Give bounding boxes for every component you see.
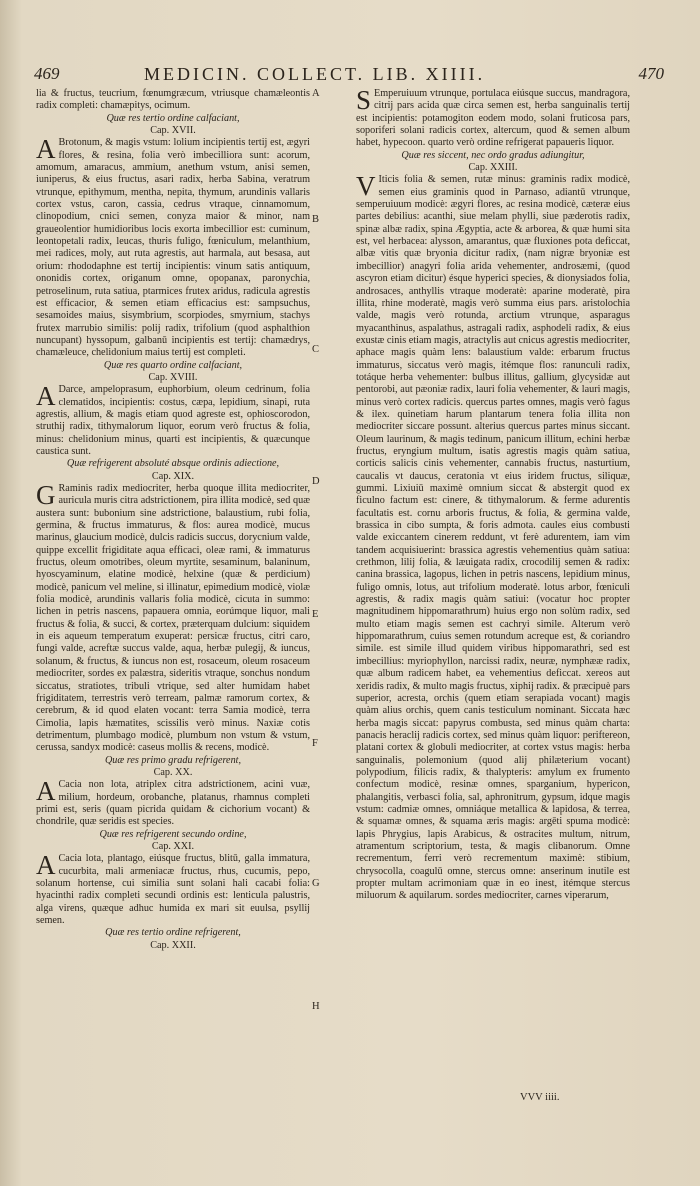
margin-letter: E <box>312 609 319 620</box>
paragraph <box>356 85 630 150</box>
drop-cap: A <box>36 850 56 881</box>
left-column <box>36 88 310 952</box>
running-title: MEDICIN. COLLECT. LIB. XIIII. <box>144 64 486 84</box>
paragraph <box>36 776 310 828</box>
drop-cap: V <box>356 171 376 202</box>
chapter-number: Cap. XVIII. <box>148 371 198 383</box>
section-heading: Quæ res primo gradu refrigerent, <box>104 754 242 766</box>
chapter-number: Cap. XXIII. <box>468 162 518 174</box>
section-heading: Quæ res quarto ordine calfaciant, <box>103 359 243 371</box>
right-page-number: 470 <box>638 64 664 83</box>
paragraph-text: Cacia non lota, atriplex citra adstrictionem, acini vuæ, milium, hordeum, orobanche, platanus, rhamnus completi primi est, seris (quam picrida quidam & cichorium vocant) & chondrile, quæ seridis est species. <box>36 779 310 828</box>
paragraph-text: Darce, ampeloprasum, euphorbium, oleum cedrinum, folia clematidos, incipientis: costus, cæpa, lepidium, sinapi, ruta agrestis, allium, & magis etiam quod agreste est, ophioscorodon, struthij radix, tithymalorum liquor, eorum verò fructus & folia, minus: chelidonium minus, quarti est incipientis, & quæcunque caustica sunt. <box>36 384 310 457</box>
page-header <box>34 64 664 86</box>
margin-letter: H <box>312 1001 320 1012</box>
section-heading: Quæ refrigerent absoluté absque ordinis adiectione, <box>66 458 280 470</box>
chapter-number: Cap. XIX. <box>151 470 195 482</box>
section-heading: Quæ res siccent, nec ordo gradus adiungitur, <box>401 149 585 161</box>
chapter-number: Cap. XVII. <box>150 125 196 137</box>
chapter-number: Cap. XX. <box>153 766 193 778</box>
paragraph <box>36 134 310 359</box>
section-heading: Quæ res tertio ordine refrigerent, <box>105 927 241 939</box>
drop-cap: S <box>356 85 372 115</box>
margin-letter: G <box>312 878 320 889</box>
signature-mark: VVV iiii. <box>520 1092 560 1103</box>
paragraph <box>356 171 630 902</box>
margin-letters <box>312 88 328 1118</box>
margin-letter: B <box>312 214 320 225</box>
drop-cap: A <box>36 381 56 412</box>
paragraph-text: Iticis folia & semen, rutæ minus: graminis radix modicè, semen eius graminis quod in Parnaso, adiantū vtrunque, semperuiuum modicè: ægyri flores, ac resina modicè, cæteræ eius partes debilius: acanthi, siue melam phylli, siue pæderotis radix, spinæ albæ radix, spina Ægyptia, acte & arborea, & quæ humi sita est, vel herbacea: alysson, amarantus, quæ fluxiones pota deficcat, albæ vitis quæ bryonia dicitur radix, (nam nigræ bryoniæ est imbecillior) anagyri folia arida vehementer, androsæmi, (quod ascyron etiam dicitur) ésque hyperici species, & dionysiados folia, androsaces, anthyllis vtraque moderatè: aparine moderatè, pira illita, rhine moderatè, magis verò summa eius pars. aristolochia valde, magis verò rotunda, arctium vtrunque, asparagus myacanthinus, aspalathus, astragali radix, asphodeli radix, & eius exustæ cinis etiam magis, atractylis aut cnicus agrestis mediocriter, aphace magis quàm lens: balaustium valde: erbarum fructus immaturus, siccatus verò magis, itémque flos: ranunculi radix, totáque herba vehementer: bulbus illitus, gallium, glycysidæ aut pentorobi, aut pæoniæ radix, lauri folia vehementer, & lauri magis, minus verò cortex radicis. quercus partes omnes, magis verò fagus & ilex. quinetiam harum plantarum tenera folia illita non mediocriter siccare possunt. alterius quercus partes minus siccant. Oleum laurinum, & magis tedinum, panicum illitum, echini herbæ fructus, eryngium multum, isatis agrestis magis quàm satiua, corticis salicis cinis vehementer, cannabis fructus, nasturtium, caucalis vt daucus, ceratonia vt eius iridem fructus, siliquæ, gummi. Lixiuiū maximè omnium siccat & abstergit quod ex ficulno factum est: cinere, & tithymalorum. & ferme adurentis facultatis est. cornu arboris fructus, & folia, & germina valde, brassica in cibo sumpta, & foris admota. caules eius combusti valde exiccantem cinerem reddunt, vt ferè adurentem, iam vim tandem acquisiuerint: brassica agrestis vehementius quàm satiua: crethmon, lilij folia, & læuigata radix, crocodilij semen & radix: canina brassica, lagopus, lichen in petris nascens, lepidium minus, fuligo omnis, lotus, aut trifolium moderatè. lotus arbor, fœniculi agrestis, & radix magis quàm satiui: (vocatur hoc propter magnitudinem hippomarathrum) huius ergo non solùm radix, sed multo etiam magis semen est cachryi simile. Alterum verò hippomarathrum, cuius semen rotundum acreque est, & coriandro simile. est simile illud quidem viribus hippomarathri, sed est imbecillius: myriophyllon, narcissi radix, neuræ, nymphææ radix, quæ album radicem habet, ea vehementius deficcat. xereos aut xeridis radix, & multo magis fructus, xiphij radix. & præcipuè pars superior, acresta, orchis (quem etiam serapiada vocant) magis quàm alius orchis, quem canis testiculum nominant. Siccata hæc herba magis siccat: papyrus combusta, sed minus quàm charta: panacis heraclij radicis cortex, sed minus quàm liquor: periftereon, platani cortex & globuli mediocriter, at cortex vstus magis: herba sanguinalis, polemonium (quod alij philæterium vocant) polypodium, filicis radix, & thalypteris: amylum ex frumento confectum modicè, resinæ omnes, sparganium, hypericon, phalangitis, verbasci folia, sal, aphronitrum, gypsum, idque magis vstum: cadmiæ omnes, omniáque metallica & lapidosa, & terrea, & squamæ omnes, & squama æris magis: argēti spuma modicè: lapis Phrygius, lapis Arabicus, & ostracites multum, nitrum, atramentum scriptorium, testa, & magis clibanorum. Omne recrementum, ferri verò recrementum maximè: stibium, chrysocolla, coagulū omne, stercus omne: anserinum inutile est propter multam acrimoniam quæ in eo inest, itémque stercus miluorum & aquilarum. sordes mediocriter, carnes viperarum, <box>356 174 630 902</box>
paragraph-text: Emperuiuum vtrunque, portulaca eiúsque succus, mandragora, citrij pars acida quæ circa semen est, herba sanguinalis tertij est incipientis: potamogiton eodem modo, solani fruticosa pars, soporiferi solani radicis cortex, altercum, quod & semen album habet, hypecoon. quarto verò ordine refrigerat papaueris liquor. <box>356 88 630 149</box>
paragraph-text: Cacia lota, plantago, eiúsque fructus, blitū, galla immatura, cucurbita, mali armeniacæ fructus, rhus, cucumis, pepo, solanum hortense, cui similia sunt solani hali cacabi folia: hyacinthi radix completi secundi ordinis est: lenticula palustris, alga virens, quæque adhuc humida ex mari sit euulsa, psyllij semen. <box>36 853 310 927</box>
margin-letter: C <box>312 344 320 355</box>
drop-cap: G <box>36 480 56 510</box>
chapter-number: Cap. XXII. <box>150 939 196 951</box>
paragraph <box>36 381 310 458</box>
drop-cap: A <box>36 776 56 807</box>
margin-letter: F <box>312 738 318 749</box>
right-column <box>356 85 630 903</box>
paragraph-text: Raminis radix mediocriter, herba quoque illita mediocriter, auricula muris citra adstrictionem, pira illita modicè, sed quæ austera sunt: bubonium sine adstrictione, balaustium, rubi folia, germina, & fructus immaturus, & flos: aurea modicè, mucus marinus, glaucium modicè, dulcis radicis succus, dorycnium valde, quippe excellit frigiditate aqua efficaci, oleæ rami, & immaturus fructus, oleum omotribes, oleum myrtite, sesaminum, balaninum, hyoscyaminum, elatine modicè, helxine (quæ & perdicium) modicè, panicum vel meline, si illinatur, epimedium modicè, violæ folia modicè, arundinis vallaris folia modicè, cicuta in summo: lichen in petris nascens, papauera omnia, eorúmque liquor, mali fructus & folia, & succi, & cortex, præterquam dulcium: siquidem in eis aqueum temperatum exuperat: persicæ fructus, citri caro, fungi valde, acreftæ succus valde, aqua, herbæ pulegij, & iuncus, solanum, & fructus, & iuncus non est, rosaceum, oleum rosaceum mediocriter, sordes ex palæstra, sideritis vtraque, sonchus nondum siccatus, stratiotes, tribuli vtrique, sed alter humidam habet frigiditatem, terrestris verò terream, palmæ ramorum cortex, & cerebrum, & id quod elaten vocant: terra Samia modicè, terra Cimolia, lapis hæmatites, scissilis verò minus. Naxiæ cotis detrimentum, plumbago modicè, plumbum non vstum & vstum, cerussa, sandyx modicè: caseus mollis & recens, modicè. <box>36 483 310 754</box>
drop-cap: A <box>36 134 56 165</box>
margin-letter: A <box>312 88 320 99</box>
margin-letter: D <box>312 476 320 487</box>
section-heading: Quæ res refrigerent secundo ordine, <box>99 828 247 840</box>
chapter-number: Cap. XXI. <box>151 840 195 852</box>
left-page-number: 469 <box>34 64 60 83</box>
section-heading: Quæ res tertio ordine calfaciant, <box>106 112 240 124</box>
paragraph-text: Brotonum, & magis vstum: lolium incipientis tertij est, ægyri flores, & resina, folia verò imbecilliora sunt: acorum, amomum, amaracus, ammium, anethum vstum, anisi semen, iuniperus, & eius fructus, asari radix, herba Sabina, veratrum vtrunque, epithymum, mentha, nepita, thymum, arundinis vallaris cortex vstus, caron, cassia, cedrus vtraque, cinnamomum, clinopodium, cnici semen, conyza maior & minor, nam graueolentior humidioribus locis exorta imbecillior est: cuminum, leontopetali radix, leucas, thuris fuligo, fœniculum, melanthium, mei radices, moly, aut ruta agrestis, aut harmala, aut besasa, aut orium: rhododaphne est tertij incipientis: vinum satis antiquum, ononidis cortex, origanum omne, opopanax, paronychia, petroselinum, ruta satiua, ptarmices frutex aridus, radicula agrestis est efficacior, & semen etiam efficacius est: sampsuchus, sesamoides maius, sisymbrium, scorpiodes, smyrnium, stachys frutex marrubio similis: polij radix, trifolium (quod asphalthion nuncupant) hyssopum, galbanū incipientis est tertij: chamædrys, chamæleuce, chelidonium maius tertij est completi. <box>36 137 310 359</box>
paragraph: lia & fructus, teucrium, fœnumgræcum, vtriusque chamæleontis radix completi: chamæpitys, ocimum. <box>36 88 310 112</box>
paragraph <box>36 850 310 927</box>
paragraph <box>36 480 310 755</box>
